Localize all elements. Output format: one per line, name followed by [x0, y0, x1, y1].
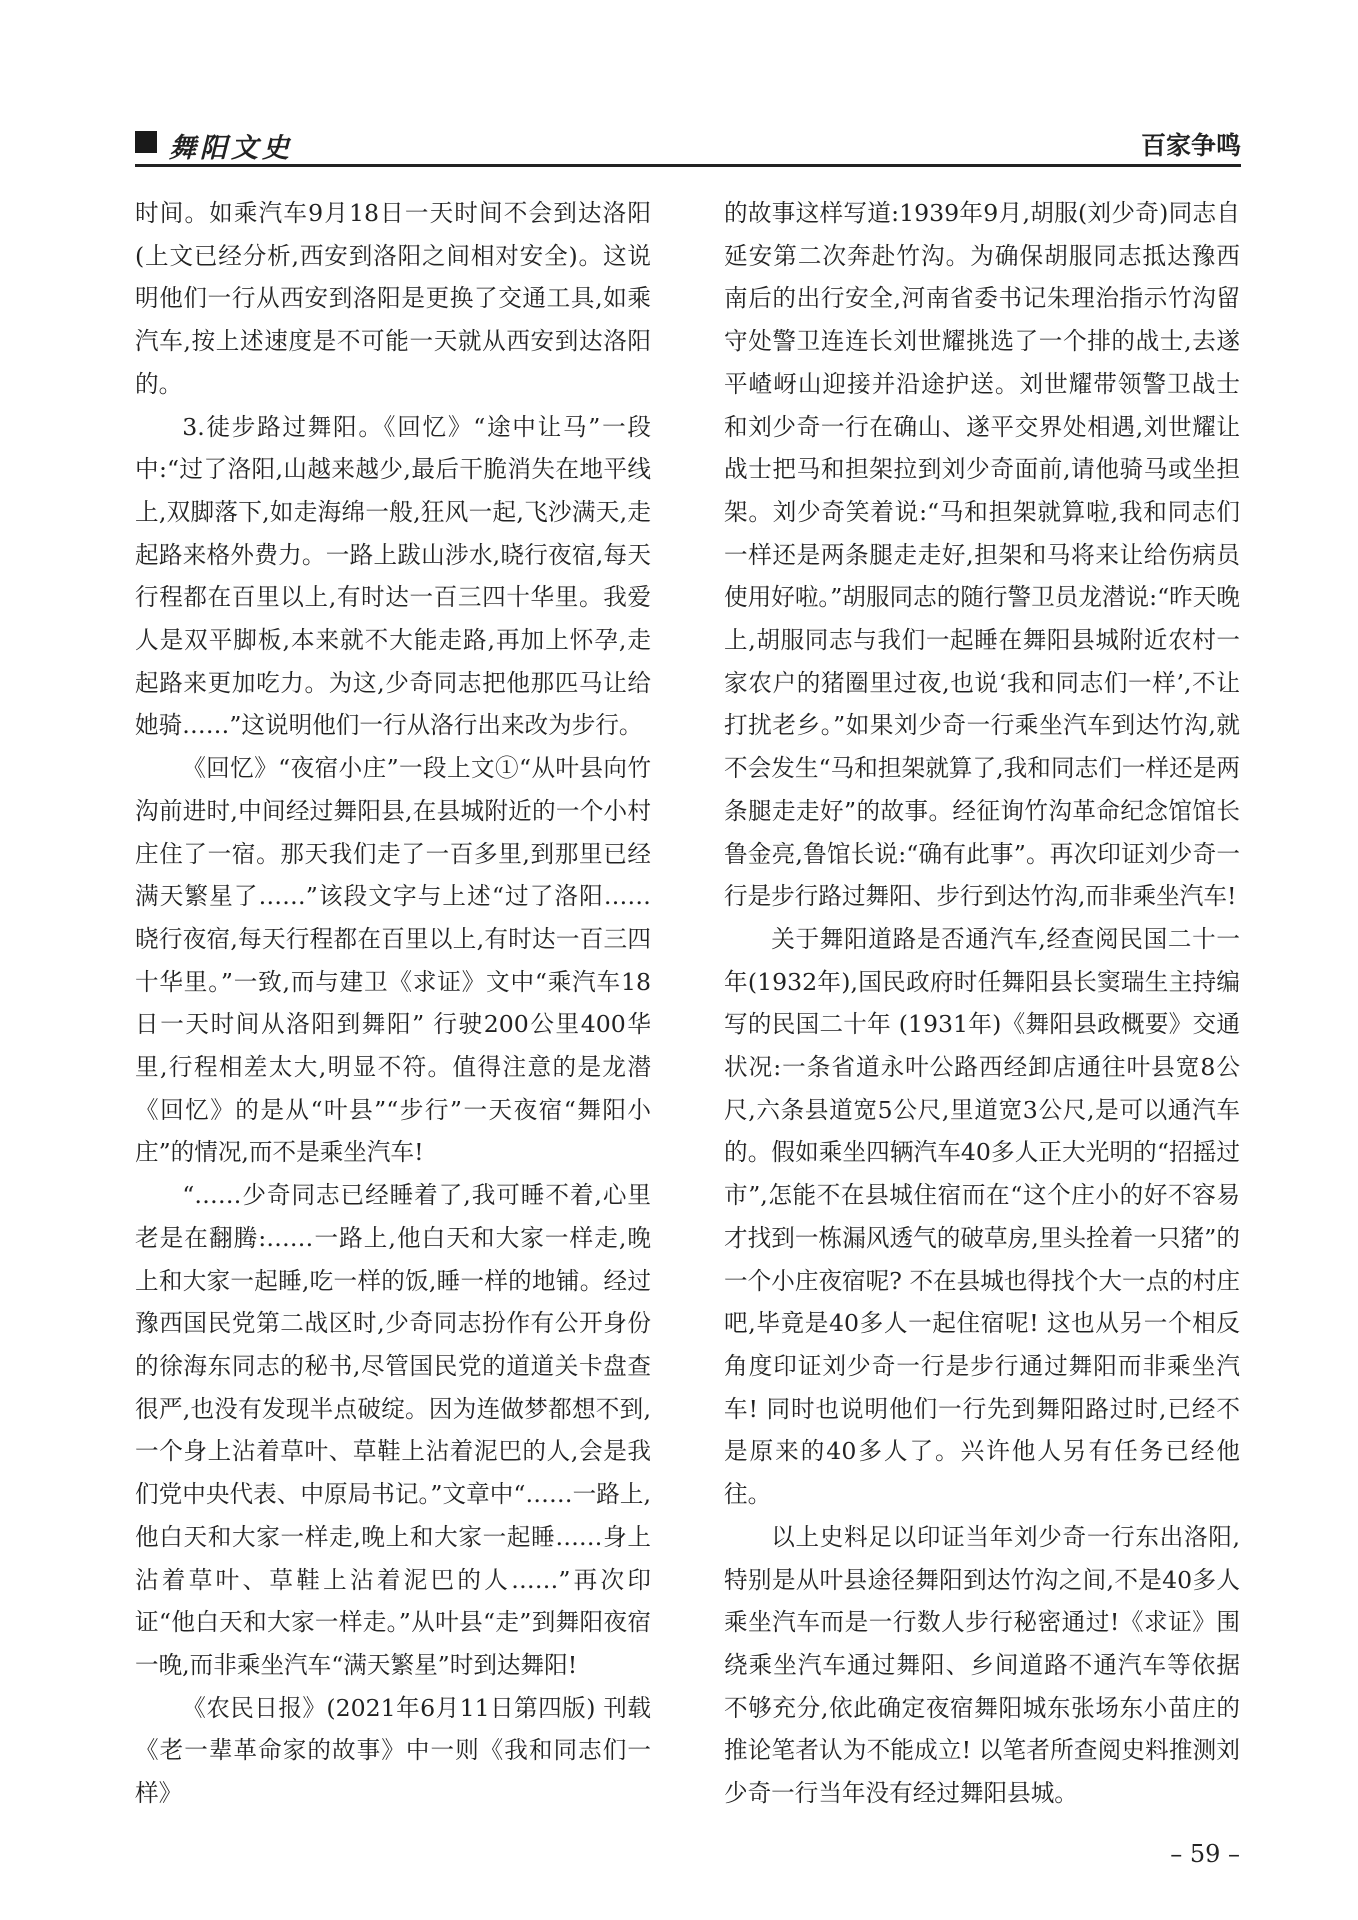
right-column	[724, 192, 1240, 1808]
header-divider	[135, 164, 1241, 167]
paragraph: 3.徒步路过舞阳。《回忆》“途中让马”一段中:“过了洛阳,山越来越少,最后干脆消失在地平线上,双脚落下,如走海绵一般,狂风一起,飞沙满天,走起路来格外费力。一路上跋山涉水,晓行夜宿,每天行程都在百里以上,有时达一百三四十华里。我爱人是双平脚板,本来就不大能走路,再加上怀孕,走起路来更加吃力。为这,少奇同志把他那匹马让给她骑……”这说明他们一行从洛行出来改为步行。	[135, 412, 651, 740]
running-header	[135, 128, 1241, 164]
section-title: 百家争鸣	[1140, 131, 1241, 160]
paragraph: 关于舞阳道路是否通汽车,经查阅民国二十一年(1932年),国民政府时任舞阳县长窦瑞生主持编写的民国二十年 (1931年)《舞阳县政概要》交通状况:一条省道永叶公路西经卸店通往叶县宽8公尺,六条县道宽5公尺,里道宽3公尺,是可以通汽车的。假如乘坐四辆汽车40多人正大光明的“招摇过市”,怎能不在县城住宿而在“这个庄小的好不容易才找到一栋漏风透气的破草房,里头拴着一只猪”的一个小庄夜宿呢? 不在县城也得找个大一点的村庄吧,毕竟是40多人一起住宿呢! 这也从另一个相反角度印证刘少奇一行是步行通过舞阳而非乘坐汽车! 同时也说明他们一行先到舞阳路过时,已经不是原来的40多人了。兴许他人另有任务已经他往。	[724, 924, 1240, 1509]
paragraph: “……少奇同志已经睡着了,我可睡不着,心里老是在翻腾:……一路上,他白天和大家一样走,晚上和大家一起睡,吃一样的饭,睡一样的地铺。经过豫西国民党第二战区时,少奇同志扮作有公开身份的徐海东同志的秘书,尽管国民党的道道关卡盘查很严,也没有发现半点破绽。因为连做梦都想不到,一个身上沾着草叶、草鞋上沾着泥巴的人,会是我们党中央代表、中原局书记。”文章中“……一路上,他白天和大家一样走,晚上和大家一起睡……身上沾着草叶、草鞋上沾着泥巴的人……”再次印证“他白天和大家一样走。”从叶县“走”到舞阳夜宿一晚,而非乘坐汽车“满天繁星”时到达舞阳!	[135, 1181, 651, 1679]
left-column	[135, 192, 651, 1808]
page-number: – 59 –	[1170, 1840, 1240, 1868]
paragraph: 《农民日报》(2021年6月11日第四版) 刊载《老一辈革命家的故事》中一则《我和同志们一样》	[135, 1693, 651, 1808]
header-square-icon	[135, 131, 157, 153]
paragraph: 《回忆》“夜宿小庄”一段上文①“从叶县向竹沟前进时,中间经过舞阳县,在县城附近的一个小村庄住了一宿。那天我们走了一百多里,到那里已经满天繁星了……”该段文字与上述“过了洛阳……晓行夜宿,每天行程都在百里以上,有时达一百三四十华里。”一致,而与建卫《求证》文中“乘汽车18日一天时间从洛阳到舞阳” 行驶200公里400华里,行程相差太大,明显不符。值得注意的是龙潜《回忆》的是从“叶县”“步行”一天夜宿“舞阳小庄”的情况,而不是乘坐汽车!	[135, 754, 651, 1167]
paragraph: 以上史料足以印证当年刘少奇一行东出洛阳,特别是从叶县途径舞阳到达竹沟之间,不是40多人乘坐汽车而是一行数人步行秘密通过!《求证》围绕乘坐汽车通过舞阳、乡间道路不通汽车等依据不够充分,依此确定夜宿舞阳城东张场东小苗庄的推论笔者认为不能成立! 以笔者所查阅史料推测刘少奇一行当年没有经过舞阳县城。	[724, 1522, 1240, 1808]
paragraph: 的故事这样写道:1939年9月,胡服(刘少奇)同志自延安第二次奔赴竹沟。为确保胡服同志抵达豫西南后的出行安全,河南省委书记朱理治指示竹沟留守处警卫连连长刘世耀挑选了一个排的战士,去遂平嵖岈山迎接并沿途护送。刘世耀带领警卫战士和刘少奇一行在确山、遂平交界处相遇,刘世耀让战士把马和担架拉到刘少奇面前,请他骑马或坐担架。刘少奇笑着说:“马和担架就算啦,我和同志们一样还是两条腿走走好,担架和马将来让给伤病员使用好啦。”胡服同志的随行警卫员龙潜说:“昨天晚上,胡服同志与我们一起睡在舞阳县城附近农村一家农户的猪圈里过夜,也说‘我和同志们一样’,不让打扰老乡。”如果刘少奇一行乘坐汽车到达竹沟,就不会发生“马和担架就算了,我和同志们一样还是两条腿走走好”的故事。经征询竹沟革命纪念馆馆长鲁金亮,鲁馆长说:“确有此事”。再次印证刘少奇一行是步行路过舞阳、步行到达竹沟,而非乘坐汽车!	[724, 199, 1240, 911]
paragraph: 时间。如乘汽车9月18日一天时间不会到达洛阳(上文已经分析,西安到洛阳之间相对安全)。这说明他们一行从西安到洛阳是更换了交通工具,如乘汽车,按上述速度是不可能一天就从西安到达洛阳的。	[135, 199, 651, 398]
journal-title: 舞阳文史	[169, 133, 293, 164]
